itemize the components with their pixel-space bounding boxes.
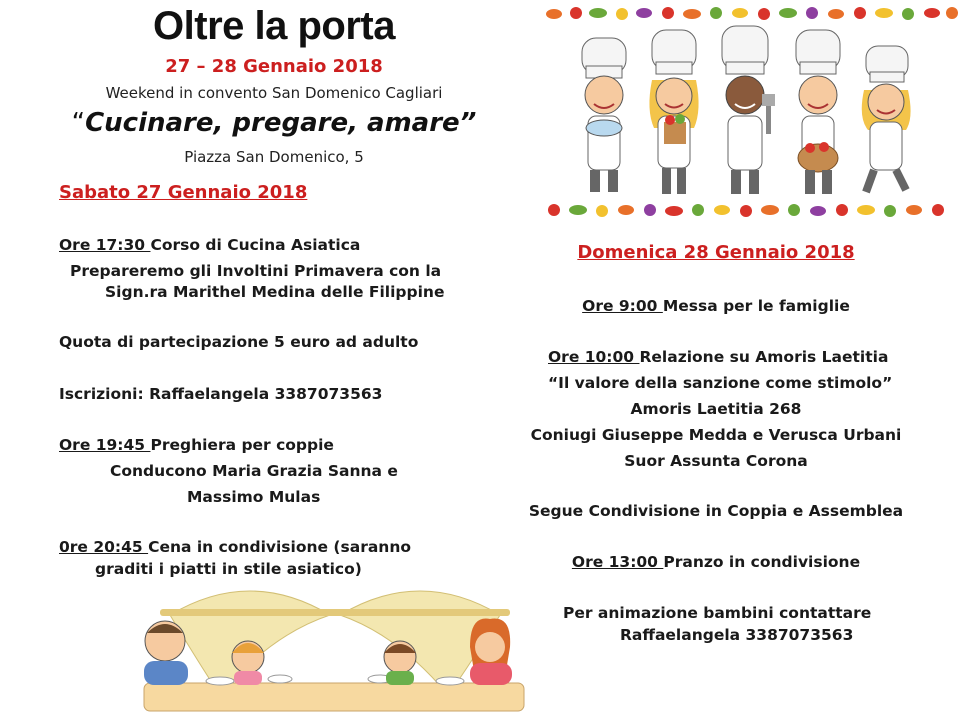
- saturday-dinner-line: [59, 538, 411, 556]
- chef-boy-basket-icon: [796, 30, 840, 194]
- prayer-time: Ore 19:45: [59, 436, 151, 454]
- course-fee: Quota di partecipazione 5 euro ad adulto: [59, 333, 419, 351]
- talk-time: Ore 10:00: [548, 348, 640, 366]
- course-description-2: Sign.ra Marithel Medina delle Filippine: [105, 283, 445, 301]
- talk-title: Relazione su Amoris Laetitia: [639, 348, 889, 366]
- course-time: Ore 17:30: [59, 236, 151, 254]
- mass-time: Ore 9:00: [582, 297, 663, 315]
- chef-children-illustration: [540, 0, 960, 225]
- talk-reference: Amoris Laetitia 268: [630, 400, 802, 418]
- talk-speaker-sister: Suor Assunta Corona: [624, 452, 808, 470]
- event-motto: [0, 108, 548, 138]
- prayer-title: Preghiera per coppie: [150, 436, 334, 454]
- course-description-1: Prepareremo gli Involtini Primavera con la: [70, 262, 442, 280]
- family-dinner-illustration: [130, 575, 535, 720]
- event-subtitle: Weekend in convento San Domenico Cagliari: [105, 84, 443, 102]
- course-signup: Iscrizioni: Raffaelangela 3387073563: [59, 385, 383, 403]
- lunch-time: Ore 13:00: [571, 553, 664, 571]
- dinner-title: Cena in condivisione (saranno: [148, 538, 412, 556]
- girl-child-icon: [232, 641, 264, 685]
- saturday-heading: Sabato 27 Gennaio 2018: [59, 182, 308, 203]
- chef-boy-bowl-icon: [582, 38, 626, 192]
- dinner-time: 0re 20:45: [59, 538, 149, 556]
- talk-quote: “Il valore della sanzione come stimolo”: [548, 374, 893, 392]
- dining-table-icon: [144, 675, 524, 711]
- father-icon: [144, 621, 188, 685]
- sunday-talk-line: [548, 348, 889, 366]
- kids-contact-2: Raffaelangela 3387073563: [620, 626, 854, 644]
- sunday-heading: Domenica 28 Gennaio 2018: [577, 242, 855, 263]
- course-title: Corso di Cucina Asiatica: [150, 236, 361, 254]
- motto-text: Cucinare, pregare, amare”: [85, 108, 477, 138]
- event-address: Piazza San Domenico, 5: [184, 148, 364, 166]
- boy-child-icon: [384, 641, 416, 685]
- vegetable-border-top-icon: [546, 7, 958, 20]
- event-dates: 27 – 28 Gennaio 2018: [165, 56, 383, 77]
- lunch-title: Pranzo in condivisione: [663, 553, 861, 571]
- mass-title: Messa per le famiglie: [662, 297, 850, 315]
- chef-girl-vegetables-icon: [649, 30, 698, 194]
- chef-girl-running-icon: [862, 46, 911, 192]
- vegetable-border-bottom-icon: [548, 204, 944, 217]
- sunday-mass-line: [548, 297, 884, 315]
- saturday-course-line: [59, 236, 360, 254]
- motto-open-quote: “: [71, 108, 86, 138]
- kids-contact-1: Per animazione bambini contattare: [563, 604, 872, 622]
- prayer-leaders-1: Conducono Maria Grazia Sanna e: [110, 462, 398, 480]
- talk-speakers: Coniugi Giuseppe Medda e Verusca Urbani: [530, 426, 902, 444]
- chef-boy-spatula-icon: [722, 26, 775, 194]
- dinner-note: graditi i piatti in stile asiatico): [95, 560, 362, 578]
- sunday-lunch-line: [548, 553, 884, 571]
- saturday-prayer-line: [59, 436, 334, 454]
- prayer-leaders-2: Massimo Mulas: [187, 488, 321, 506]
- sunday-sharing: Segue Condivisione in Coppia e Assemblea: [528, 502, 904, 520]
- page-title: Oltre la porta: [153, 4, 395, 48]
- mother-icon: [470, 619, 512, 685]
